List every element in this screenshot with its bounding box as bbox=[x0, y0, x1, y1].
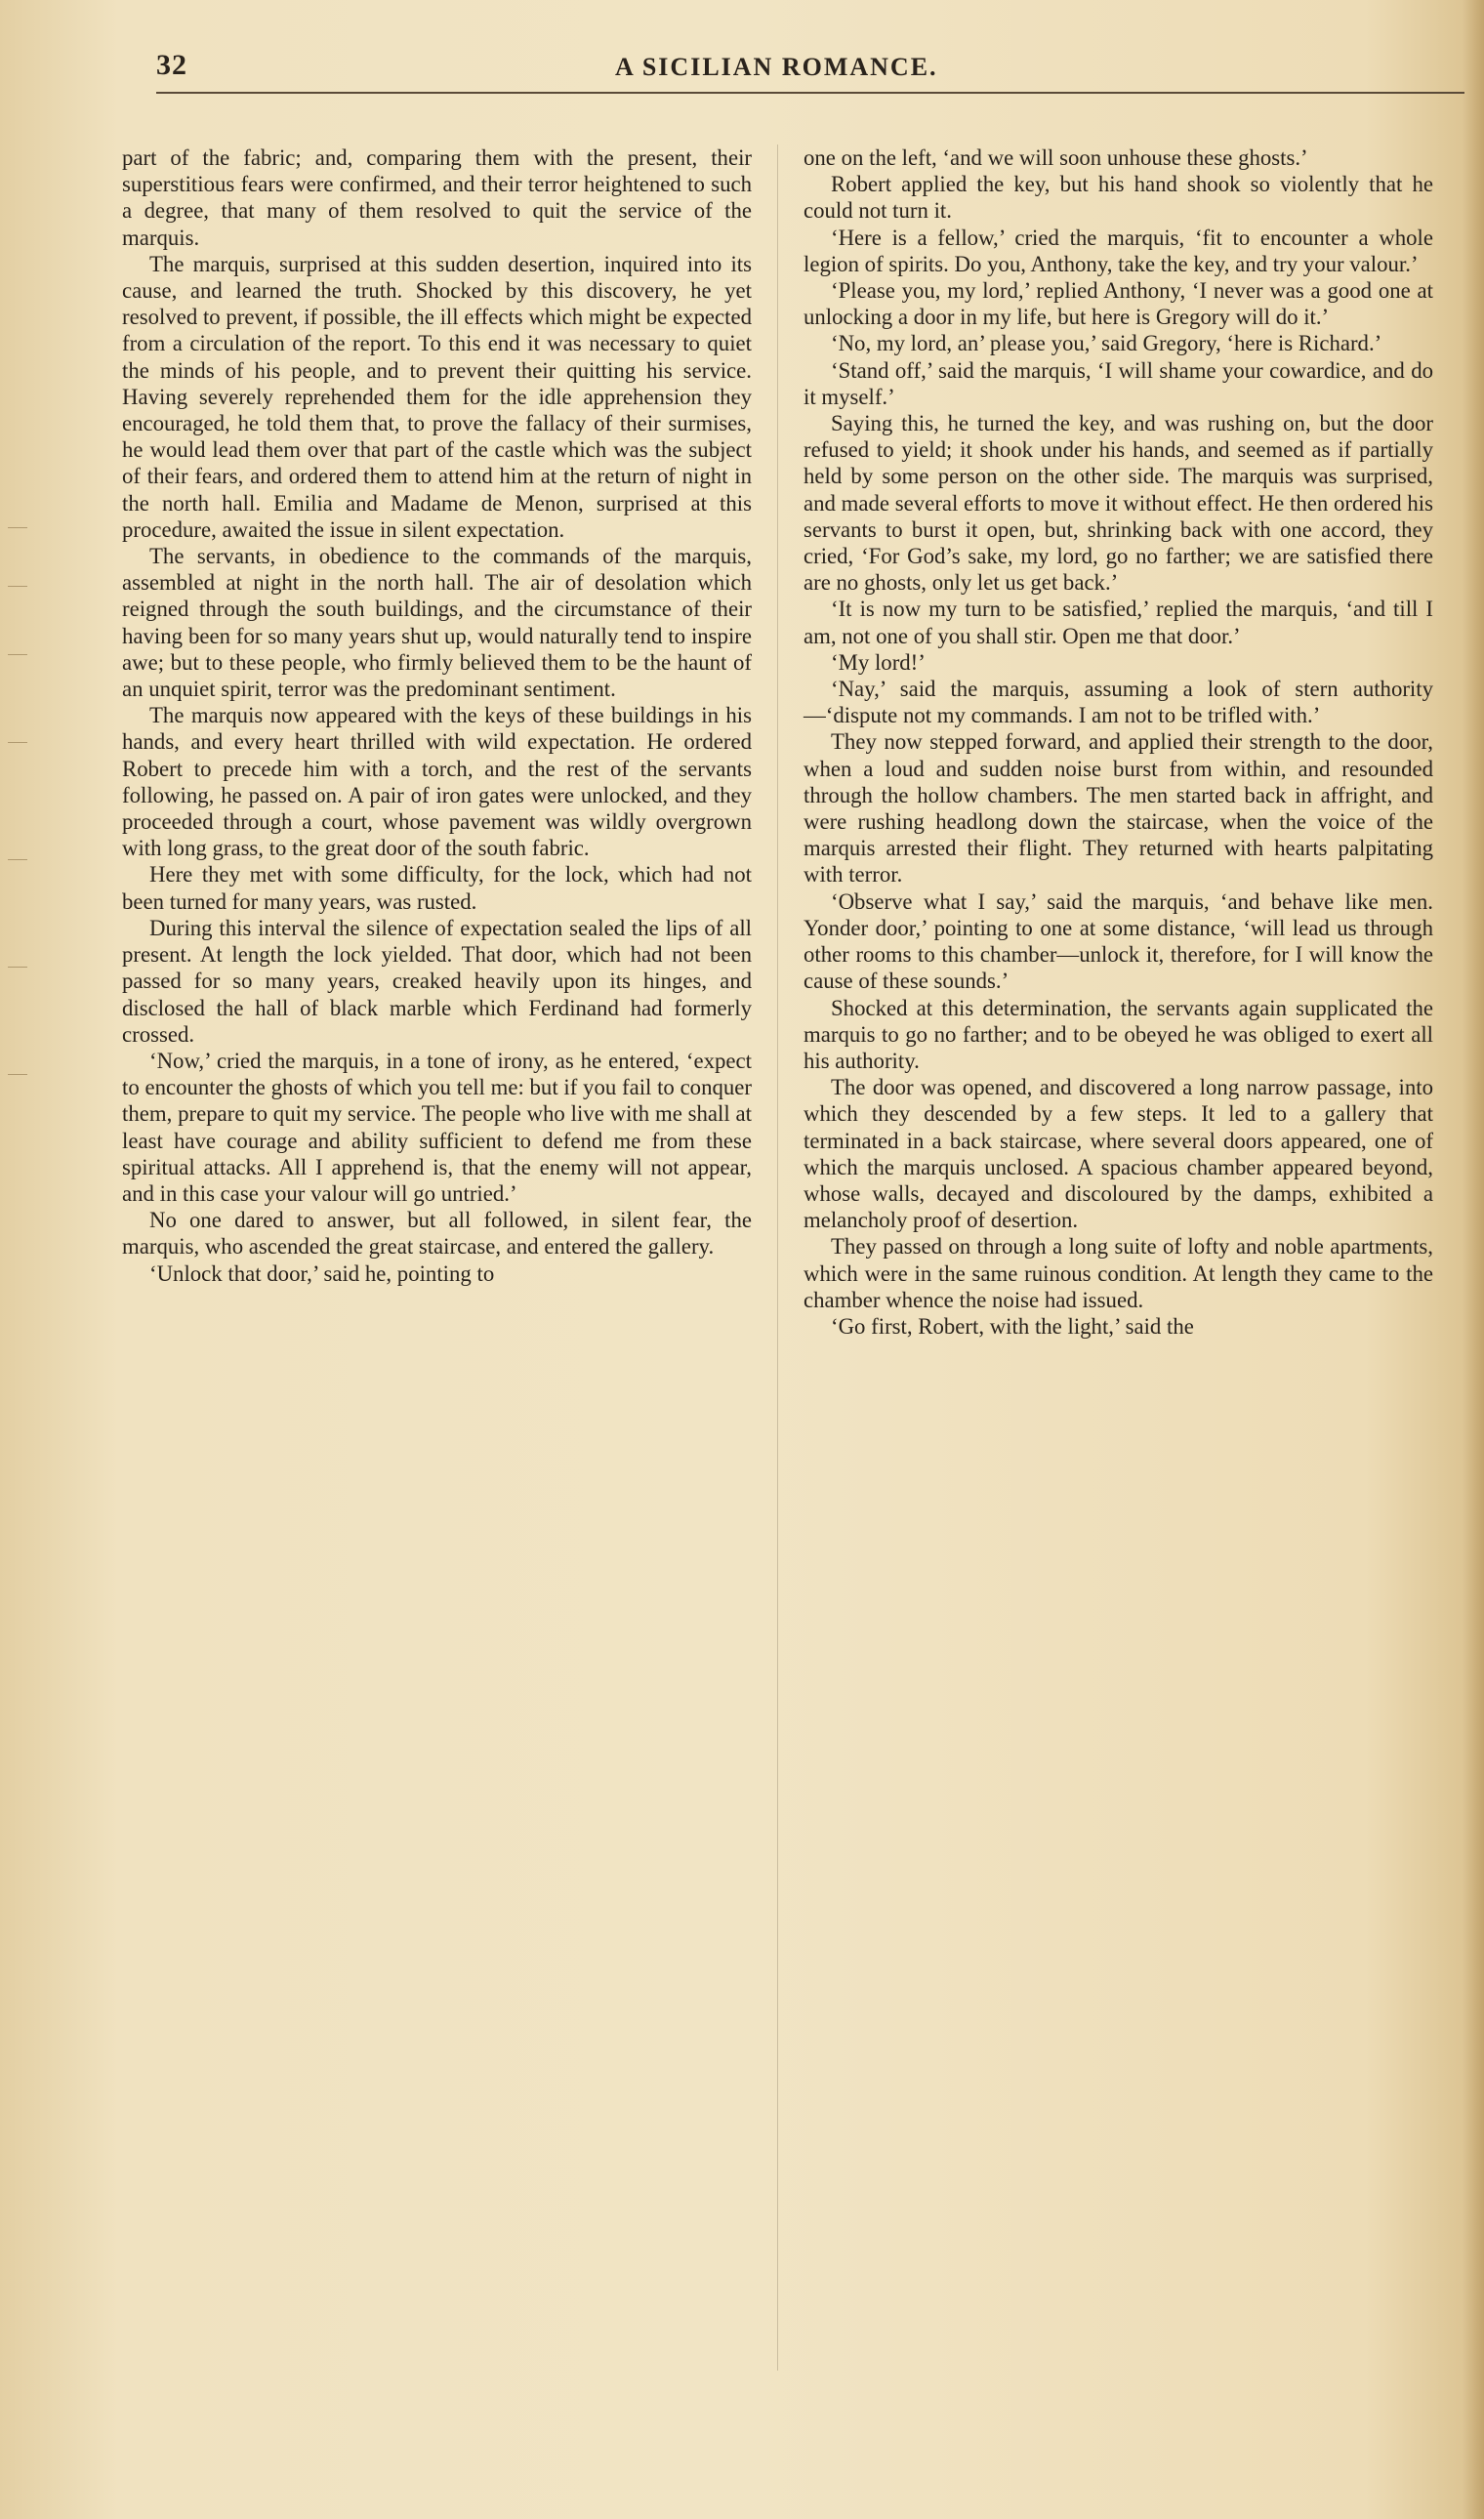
paragraph: ‘Nay,’ said the marquis, assuming a look of stern authority—‘dispute not my commands. I am not to be trifled with.’ bbox=[804, 677, 1433, 728]
paragraph: They now stepped forward, and applied their strength to the door, when a loud and sudden noise burst from within, and resounded through the hollow chambers. The men started back in affright, and were rushing headlong down the staircase, when the voice of the marquis arrested their flight. They returned with hearts palpitating with terror. bbox=[804, 729, 1433, 888]
paragraph: ‘Unlock that door,’ said he, pointing to bbox=[149, 1260, 495, 1286]
paragraph: one on the left, ‘and we will soon unhouse these ghosts.’ bbox=[804, 145, 1308, 170]
paragraph: The marquis, surprised at this sudden desertion, inquired into its cause, and learned the truth. Shocked by this discovery, he yet resolved to prevent, if possible, the ill effects which might be expected from a circulation of the report. To this end it was necessary to quiet the minds of his people, and to prevent their quitting his service. Having severely reprehended them for the idle apprehension they encouraged, he told them that, to prove the fallacy of their surmises, he would lead them over that part of the castle which was the subject of their fears, and ordered them to attend him at the return of night in the north hall. Emilia and Madame de Menon, surprised at this procedure, awaited the issue in silent expectation. bbox=[122, 251, 752, 542]
paragraph: ‘Now,’ cried the marquis, in a tone of irony, as he entered, ‘expect to encounter the ghosts of which you tell me: but if you fail to conquer them, prepare to quit my service. The people who live with me shall at least have courage and ability sufficient to defend me from these spiritual attacks. All I apprehend is, that the enemy will not appear, and in this case your valour will go untried.’ bbox=[122, 1048, 752, 1206]
page-edge-shadow bbox=[1463, 0, 1484, 2519]
header-rule bbox=[156, 92, 1464, 94]
page-number: 32 bbox=[156, 49, 187, 81]
right-column bbox=[804, 145, 1433, 1340]
paragraph: ‘Here is a fellow,’ cried the marquis, ‘fit to encounter a whole legion of spirits. Do you, Anthony, take the key, and try your valour.’ bbox=[804, 225, 1433, 276]
margin-marks bbox=[8, 527, 37, 1211]
paragraph: ‘Please you, my lord,’ replied Anthony, ‘I never was a good one at unlocking a door in my life, but here is Gregory will do it.’ bbox=[804, 278, 1433, 330]
paragraph: Here they met with some difficulty, for the lock, which had not been turned for many years, was rusted. bbox=[122, 862, 752, 914]
paragraph: part of the fabric; and, comparing them with the present, their superstitious fears were confirmed, and their terror heightened to such a degree, that many of them resolved to quit the service of the marquis. bbox=[122, 145, 752, 250]
left-column bbox=[122, 145, 752, 1287]
paragraph: ‘My lord!’ bbox=[831, 649, 926, 675]
paragraph: ‘Observe what I say,’ said the marquis, ‘and behave like men. Yonder door,’ pointing to one at some distance, ‘will lead us through other rooms to this chamber—unlock it, therefore, for I will know the cause of these sounds.’ bbox=[804, 888, 1433, 994]
paragraph: No one dared to answer, but all followed, in silent fear, the marquis, who ascended the great staircase, and entered the gallery. bbox=[122, 1208, 752, 1260]
paragraph: ‘Go first, Robert, with the light,’ said the bbox=[831, 1313, 1194, 1339]
paragraph: During this interval the silence of expectation sealed the lips of all present. At length the lock yielded. That door, which had not been passed for so many years, creaked heavily upon its hinges, and disclosed the hall of black marble which Ferdinand had formerly crossed. bbox=[122, 915, 752, 1047]
paragraph: ‘Stand off,’ said the marquis, ‘I will shame your cowardice, and do it myself.’ bbox=[804, 357, 1433, 409]
page-header bbox=[156, 49, 1464, 94]
paragraph: The marquis now appeared with the keys of these buildings in his hands, and every heart thrilled with wild expectation. He ordered Robert to precede him with a torch, and the rest of the servants following, he passed on. A pair of iron gates were unlocked, and they proceeded through a court, whose pavement was wildly overgrown with long grass, to the great door of the south fabric. bbox=[122, 703, 752, 861]
paragraph: ‘No, my lord, an’ please you,’ said Gregory, ‘here is Richard.’ bbox=[831, 331, 1382, 356]
running-title: A SICILIAN ROMANCE. bbox=[615, 53, 938, 81]
paragraph: They passed on through a long suite of lofty and noble apartments, which were in the same ruinous condition. At length they came to the chamber whence the noise had issued. bbox=[804, 1234, 1433, 1312]
paragraph: The door was opened, and discovered a long narrow passage, into which they descended by a few steps. It led to a gallery that terminated in a back staircase, where several doors appeared, one of which the marquis unclosed. A spacious chamber appeared beyond, whose walls, decayed and discoloured by the damps, exhibited a melancholy proof of desertion. bbox=[804, 1075, 1433, 1233]
column-divider bbox=[777, 145, 778, 2371]
paragraph: The servants, in obedience to the commands of the marquis, assembled at night in the north hall. The air of desolation which reigned through the south buildings, and the circumstance of their having been for so many years shut up, would naturally tend to inspire awe; but to these people, who firmly believed them to be the haunt of an unquiet spirit, terror was the predominant sentiment. bbox=[122, 544, 752, 702]
paragraph: Saying this, he turned the key, and was rushing on, but the door refused to yield; it shook under his hands, and seemed as if partially held by some person on the other side. The marquis was surprised, and made several efforts to move it without effect. He then ordered his servants to burst it open, but, shrinking back with one accord, they cried, ‘For God’s sake, my lord, go no farther; we are satisfied there are no ghosts, only let us get back.’ bbox=[804, 411, 1433, 596]
paragraph: ‘It is now my turn to be satisfied,’ replied the marquis, ‘and till I am, not one of you shall stir. Open me that door.’ bbox=[804, 597, 1433, 648]
paragraph: Robert applied the key, but his hand shook so violently that he could not turn it. bbox=[804, 172, 1433, 224]
paragraph: Shocked at this determination, the servants again supplicated the marquis to go no farther; and to be obeyed he was obliged to exert all his authority. bbox=[804, 995, 1433, 1073]
